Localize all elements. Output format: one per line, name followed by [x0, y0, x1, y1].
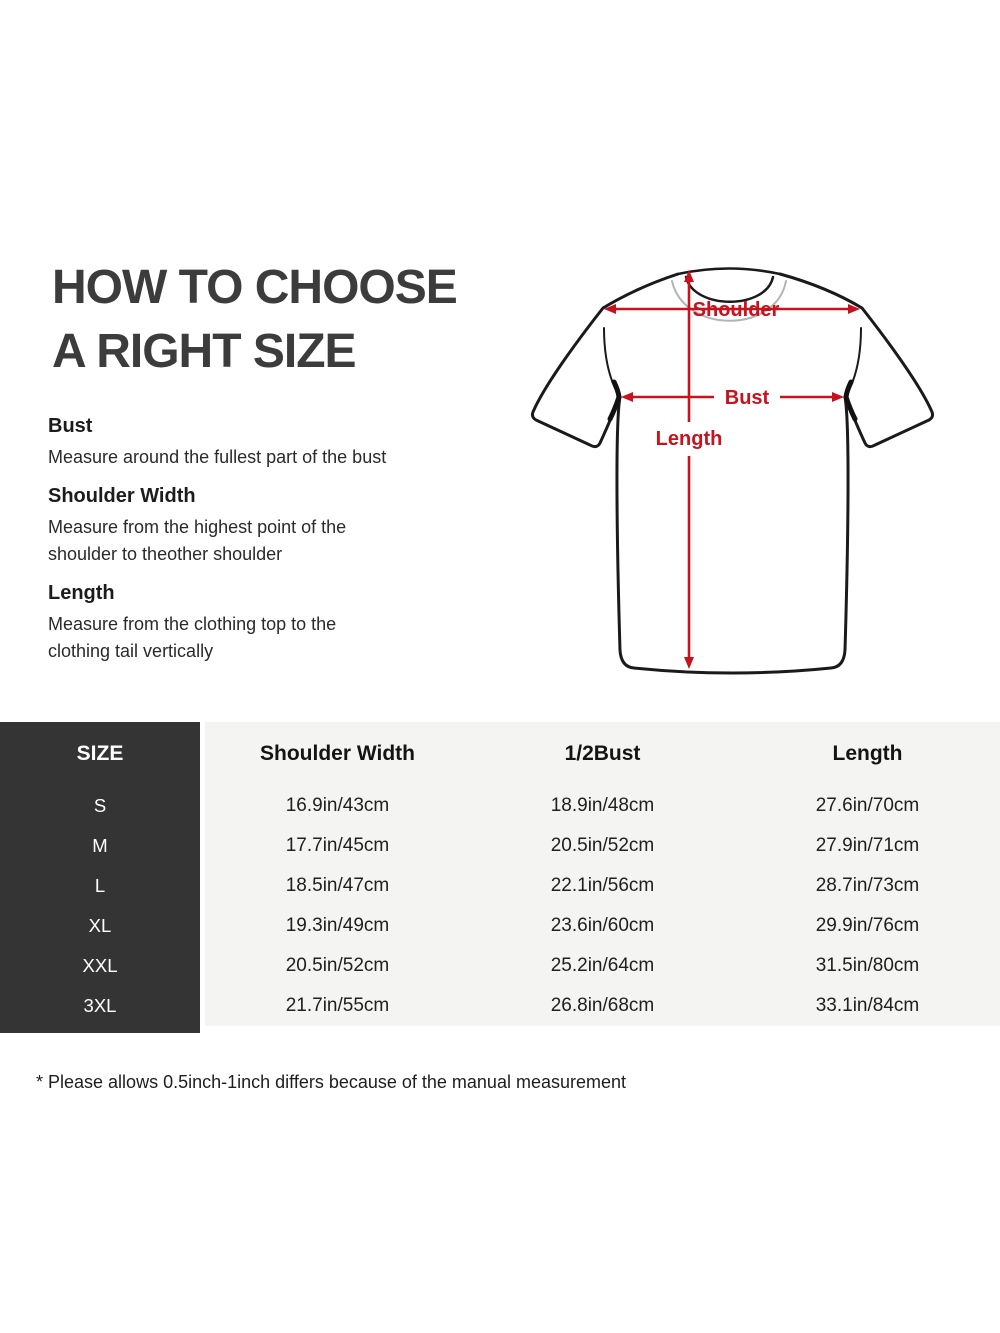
tshirt-outline [532, 274, 932, 673]
instruction-bust-text: Measure around the fullest part of the bust [48, 447, 387, 467]
instruction-shoulder-text-line1: Measure from the highest point of the [48, 517, 347, 537]
table-row-xl-size: XL [88, 915, 112, 936]
length-arrow-label: Length [655, 428, 723, 450]
tshirt-measurement-diagram [500, 250, 980, 690]
table-row-3xl-bust: 26.8in/68cm [550, 995, 655, 1016]
table-row-s-length: 27.6in/70cm [815, 795, 920, 816]
table-row-xxl-size: XXL [82, 955, 118, 976]
instruction-bust-heading: Bust [48, 415, 93, 437]
table-row-xl-length: 29.9in/76cm [815, 915, 920, 936]
table-row-3xl-shoulder: 21.7in/55cm [285, 995, 390, 1016]
table-row-xl-bust: 23.6in/60cm [550, 915, 655, 936]
measurement-instructions [48, 414, 478, 678]
size-table-header-bust: 1/2Bust [564, 742, 641, 765]
table-row-xxl-bust: 25.2in/64cm [550, 955, 655, 976]
table-row-m-bust: 20.5in/52cm [550, 835, 655, 856]
instruction-length-text-line2: clothing tail vertically [48, 641, 214, 661]
measurement-disclaimer: * Please allows 0.5inch-1inch differs because of the manual measurement [36, 1072, 627, 1092]
instruction-shoulder-text-line2: shoulder to theother shoulder [48, 544, 283, 564]
table-row-m-length: 27.9in/71cm [815, 835, 920, 856]
table-row-xxl-shoulder: 20.5in/52cm [285, 955, 390, 976]
table-row-3xl-size: 3XL [83, 995, 117, 1016]
collar-top-edge [678, 269, 780, 275]
table-row-s-size: S [93, 795, 107, 816]
table-row-s-shoulder: 16.9in/43cm [285, 795, 390, 816]
table-row-l-bust: 22.1in/56cm [550, 875, 655, 896]
table-row-m-shoulder: 17.7in/45cm [285, 835, 390, 856]
instruction-length [48, 581, 478, 665]
table-row-s-bust: 18.9in/48cm [550, 795, 655, 816]
shoulder-arrow-label: Shoulder [692, 299, 780, 321]
page-title-line1: HOW TO CHOOSE [52, 261, 457, 314]
table-row-l-shoulder: 18.5in/47cm [285, 875, 390, 896]
bust-arrow-label: Bust [724, 387, 770, 409]
instruction-shoulder-width [48, 484, 478, 568]
table-row-xxl-length: 31.5in/80cm [815, 955, 920, 976]
table-row-l-size: L [94, 875, 106, 896]
size-table-header-length: Length [832, 742, 903, 765]
size-table [0, 722, 1000, 1026]
size-table-header-size: SIZE [76, 742, 124, 765]
instruction-length-heading: Length [48, 582, 115, 604]
instruction-bust [48, 414, 478, 471]
table-row-l-length: 28.7in/73cm [815, 875, 920, 896]
table-row-xl-shoulder: 19.3in/49cm [285, 915, 390, 936]
instruction-length-text-line1: Measure from the clothing top to the [48, 614, 337, 634]
page-title-line2: A RIGHT SIZE [52, 325, 356, 378]
table-row-3xl-length: 33.1in/84cm [815, 995, 920, 1016]
instruction-shoulder-heading: Shoulder Width [48, 485, 196, 507]
table-row-m-size: M [92, 835, 108, 856]
size-table-header-shoulder: Shoulder Width [260, 742, 415, 765]
page-title [52, 256, 457, 384]
